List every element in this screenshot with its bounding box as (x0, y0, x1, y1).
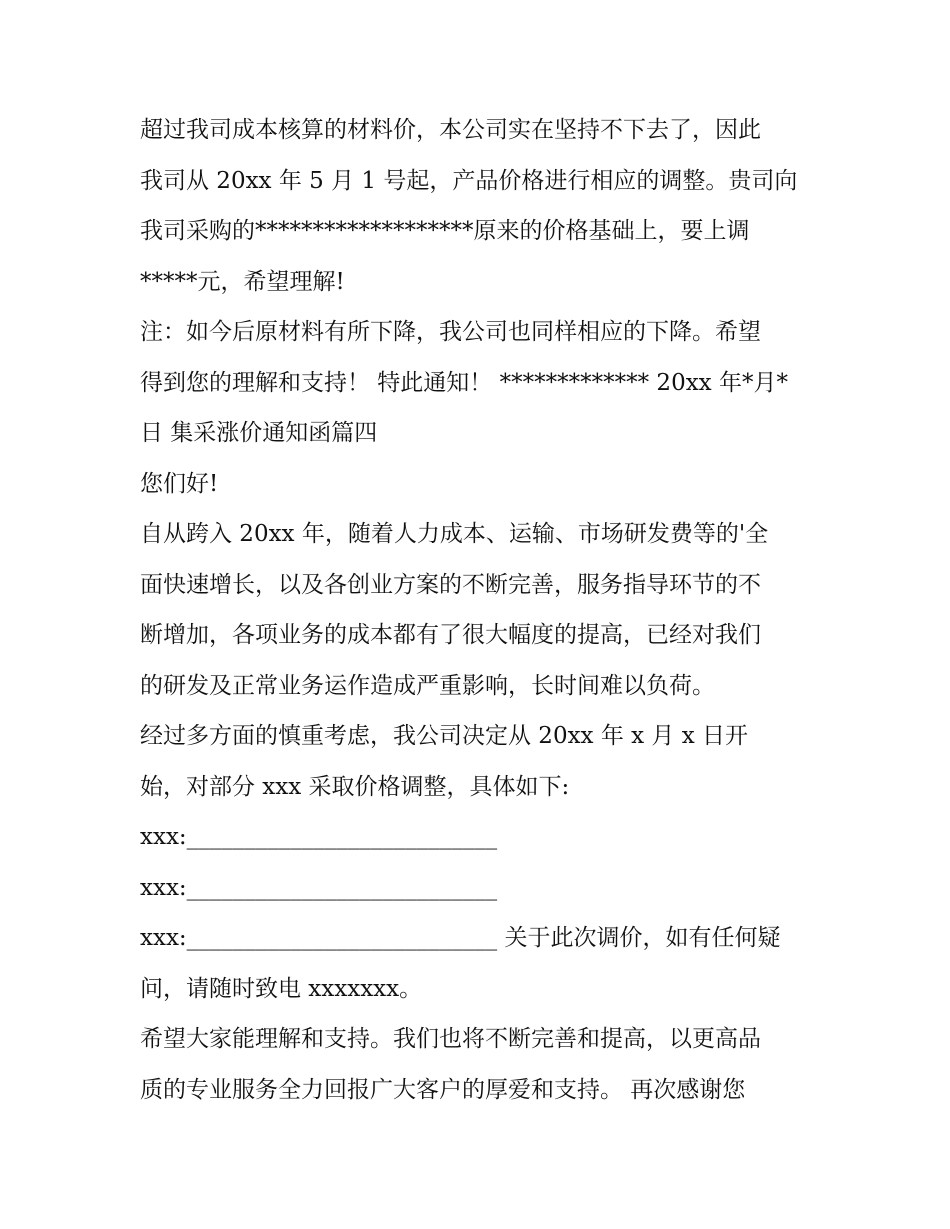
text-line: 问，请随时致电 xxxxxxx。 (140, 975, 423, 1002)
price-item-line: xxx:___________________________ 关于此次调价，如有任何疑 (140, 925, 781, 951)
salutation-line: 您们好! (140, 470, 219, 497)
section-heading-line: 日 集采涨价通知函篇四 (140, 420, 378, 446)
text-line: 经过多方面的慎重考虑，我公司决定从 20xx 年 x 月 x 日开 (140, 723, 749, 749)
text-line: 的研发及正常业务运作造成严重影响，长时间难以负荷。 (140, 672, 715, 699)
price-item-line: xxx:___________________________ (140, 824, 498, 850)
text-line: 断增加，各项业务的成本都有了很大幅度的提高，已经对我们 (140, 622, 761, 648)
text-line: 自从跨入 20xx 年，随着人力成本、运输、市场研发费等的'全 (140, 521, 769, 547)
price-item-line: xxx:___________________________ (140, 874, 498, 901)
text-line: *****元，希望理解! (140, 268, 345, 295)
text-line: 注：如今后原材料有所下降，我公司也同样相应的下降。希望 (140, 319, 761, 345)
document-body (140, 105, 820, 1115)
text-line: 超过我司成本核算的材料价，本公司实在坚持不下去了，因此 (140, 117, 761, 143)
text-line: 我司采购的*******************原来的价格基础上，要上调 (140, 218, 750, 244)
text-line: 希望大家能理解和支持。我们也将不断完善和提高，以更高品 (140, 1026, 761, 1052)
text-line: 我司从 20xx 年 5 月 1 号起，产品价格进行相应的调整。贵司向 (140, 167, 798, 194)
text-line: 得到您的理解和支持！ 特此通知！ ************* 20xx 年*月* (140, 369, 788, 396)
text-line: 始，对部分 xxx 采取价格调整，具体如下: (140, 773, 570, 800)
text-line: 质的专业服务全力回报广大客户的厚爱和支持。 再次感谢您 (140, 1076, 746, 1103)
text-line: 面快速增长，以及各创业方案的不断完善，服务指导环节的不 (140, 571, 761, 598)
